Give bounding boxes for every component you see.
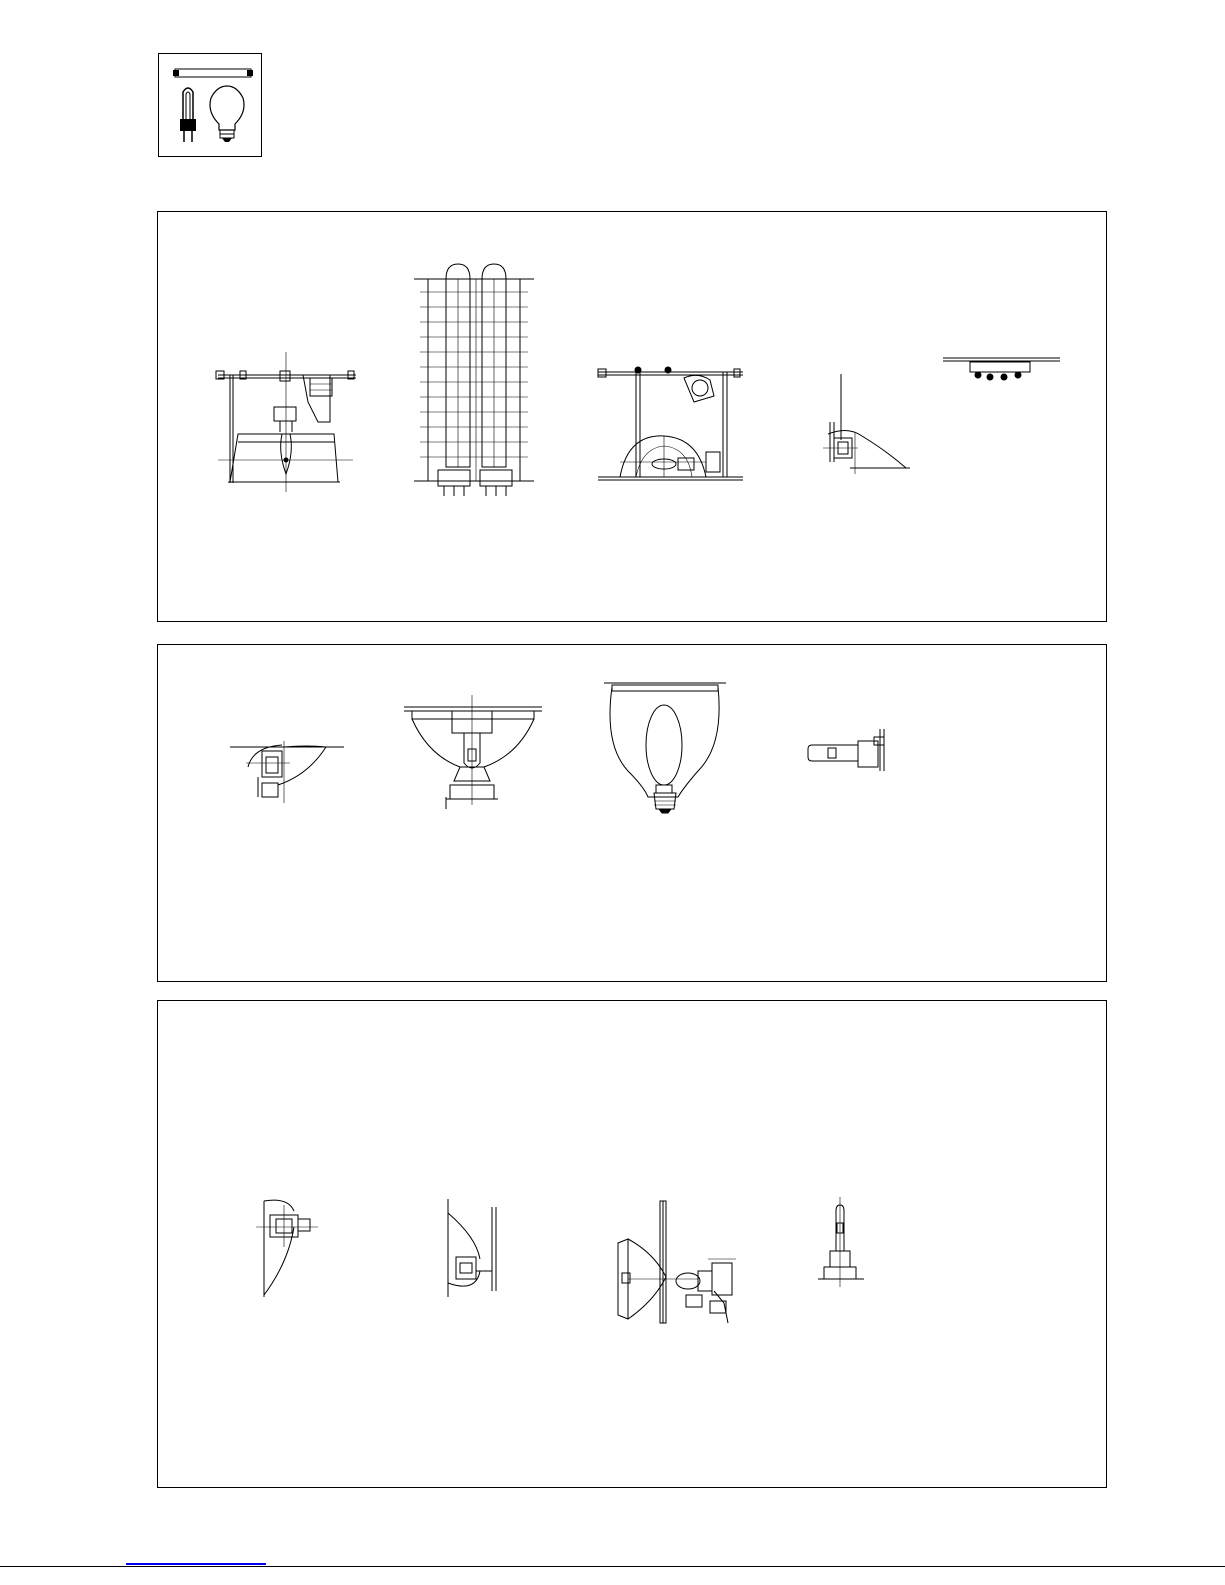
fluorescent-lamp-grid-drawing [414, 264, 534, 496]
highbay-luminaire-drawing [216, 352, 356, 492]
footer-rule [0, 1566, 1225, 1567]
bell-reflector-lamp-drawing [604, 683, 726, 813]
ceiling-spot-drawing [943, 358, 1060, 380]
floodlight-reflector-drawing [618, 1201, 736, 1323]
tube-lamp-holder-drawing [808, 729, 884, 771]
lamp-types-icon [159, 54, 263, 158]
footer-link-underline[interactable] [126, 1563, 266, 1565]
panel-2 [157, 644, 1107, 982]
wall-spot-left-drawing [256, 1200, 318, 1297]
wall-uplight-drawing [448, 1199, 496, 1297]
upright-lamp-holder-drawing [818, 1197, 864, 1287]
panel-3 [157, 1000, 1107, 1488]
mounting-frame-luminaire-drawing [598, 367, 743, 480]
wall-bracket-light-drawing [823, 374, 910, 474]
lamp-types-logo [158, 53, 262, 157]
industrial-reflector-drawing [404, 695, 542, 809]
panel-1 [157, 211, 1107, 622]
ceiling-recessed-spot-drawing [230, 741, 344, 803]
